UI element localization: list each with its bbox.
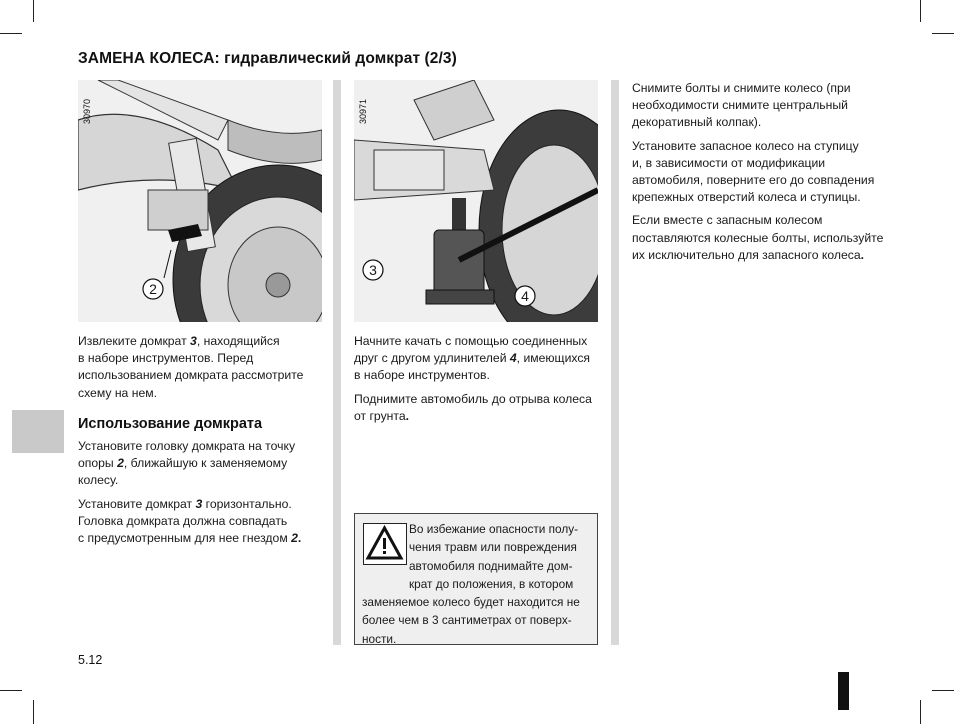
page-number: 5.12 (78, 653, 103, 667)
figure-code: 30971 (358, 98, 368, 124)
crop-mark (0, 33, 22, 34)
column-divider (611, 80, 619, 645)
page-title: ЗАМЕНА КОЛЕСА: гидравлический домкрат (2/3) (78, 50, 457, 67)
figure-illustration (78, 80, 322, 322)
figure-code: 30970 (82, 98, 92, 124)
column-2-instructions: Начните качать с помощью соединенных друг с другом удлинителей 4, имеющихся в наборе инструментов. Поднимите автомобиль до отрыва колеса от грунта. (354, 334, 592, 423)
section-heading: Использование домкрата (78, 416, 263, 432)
crop-mark (33, 700, 34, 724)
warning-text: Во избежание опасности полу- чения травм или повреждения автомобиля поднимайте дом- крат до положения, в котором заменяемое колесо будет находится не более чем в 3 сантиметрах от поверх- ности. (362, 522, 580, 646)
crop-mark (920, 700, 921, 724)
warning-box (354, 513, 598, 645)
column-3-instructions: Снимите болты и снимите колесо (при необходимости снимите центральный декоративный колпак). Установите запасное колесо на ступицу и, в зависимости от модификации автомобиля, поверните его до совпадения крепежных отверстий колеса и ступицы. Если вместе с запасным колесом поставляются колесные болты, используйте их исключительно для запасного колеса. (632, 81, 884, 262)
figure-illustration (354, 80, 598, 322)
column-divider (333, 80, 341, 645)
callout-label: 3 (369, 262, 377, 278)
figure-jack-point (78, 80, 322, 322)
column-1-instructions: Установите головку домкрата на точку опоры 2, ближайшую к заменяемому колесу. Установите домкрат 3 горизонтально. Головка домкрата должна совпадать с предусмотренным для нее гнездом 2. (78, 439, 302, 546)
crop-mark (0, 690, 22, 691)
crop-mark (932, 690, 954, 691)
thumb-index-mark (838, 672, 849, 710)
figure-jack-lifting (354, 80, 598, 322)
crop-mark (33, 0, 34, 22)
callout-label: 2 (149, 281, 157, 297)
section-tab (12, 410, 64, 453)
callout-label: 4 (521, 288, 529, 304)
crop-mark (932, 33, 954, 34)
column-1-intro: Извлеките домкрат 3, находящийся в наборе инструментов. Перед использованием домкрата рассмотрите схему на нем. (78, 334, 304, 400)
crop-mark (920, 0, 921, 22)
